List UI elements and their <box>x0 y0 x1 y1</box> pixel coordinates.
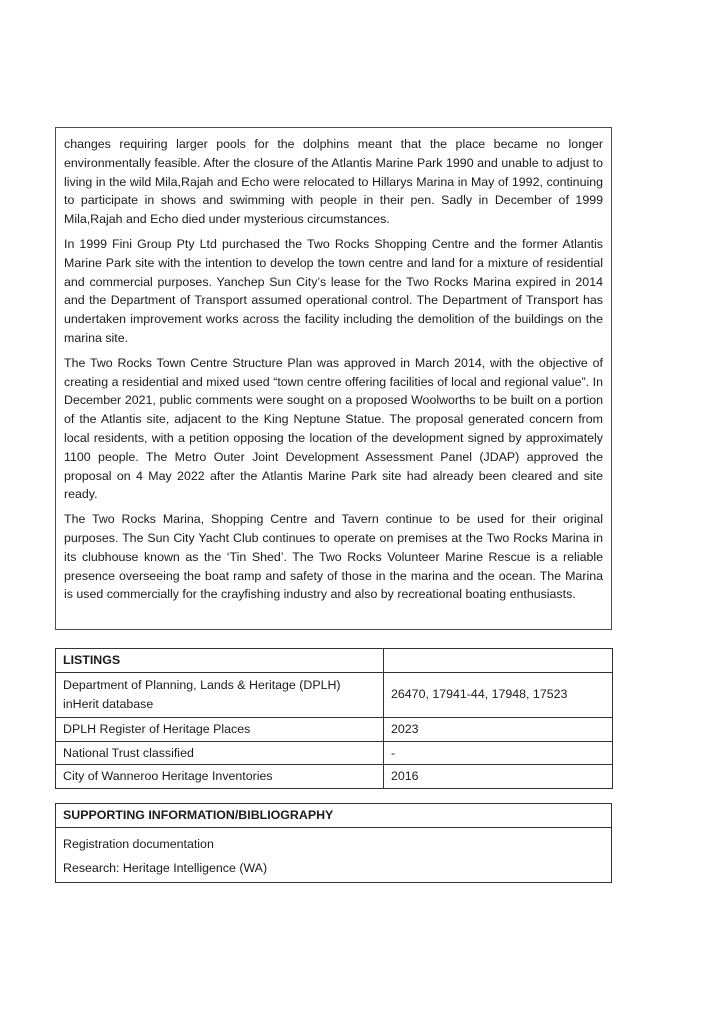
table-row <box>56 741 613 765</box>
bibliography-body-cell <box>56 828 612 883</box>
listing-value-dplh-register: 2023 <box>384 717 613 741</box>
history-paragraph-2: In 1999 Fini Group Pty Ltd purchased the Two Rocks Shopping Centre and the former Atlantis Marine Park site with the intention to develop the town centre and land for a mixture of residential and commercial purposes. Yanchep Sun City’s lease for the Two Rocks Marina expired in 2014 and the Department of Transport assumed operational control. The Department of Transport has undertaken improvement works across the facility including the demolition of the buildings on the marina site. <box>64 236 603 345</box>
listings-header-row <box>56 649 613 673</box>
bibliography-line-2: Research: Heritage Intelligence (WA) <box>63 861 268 875</box>
bibliography-header-label: SUPPORTING INFORMATION/BIBLIOGRAPHY <box>56 804 612 828</box>
listings-header-label: LISTINGS <box>56 649 384 673</box>
listing-label-dplh-register: DPLH Register of Heritage Places <box>56 717 384 741</box>
bibliography-table <box>55 803 612 883</box>
listing-value-dplh-inherit: 26470, 17941-44, 17948, 17523 <box>384 672 613 717</box>
listings-header-value <box>384 649 613 673</box>
listing-label-dplh-inherit: Department of Planning, Lands & Heritage (DPLH) inHerit database <box>56 672 384 717</box>
bibliography-line-1: Registration documentation <box>63 837 214 851</box>
listings-table <box>55 648 613 789</box>
table-row <box>56 765 613 789</box>
bibliography-header-row <box>56 804 612 828</box>
table-row <box>56 828 612 883</box>
table-row <box>56 717 613 741</box>
listing-value-wanneroo: 2016 <box>384 765 613 789</box>
history-text-box <box>55 127 612 630</box>
history-paragraph-3: The Two Rocks Town Centre Structure Plan was approved in March 2014, with the objective of creating a residential and mixed used “town centre offering facilities of local and regional value”. In December 2021, public comments were sought on a proposed Woolworths to be built on a portion of the Atlantis site, adjacent to the King Neptune Statue. The proposal generated concern from local residents, with a petition opposing the location of the development signed by approximately 1100 people. The Metro Outer Joint Development Assessment Panel (JDAP) approved the proposal on 4 May 2022 after the Atlantis Marine Park site had already been cleared and site ready. <box>64 355 603 502</box>
listing-label-wanneroo: City of Wanneroo Heritage Inventories <box>56 765 384 789</box>
history-paragraph-4: The Two Rocks Marina, Shopping Centre and Tavern continue to be used for their original purposes. The Sun City Yacht Club continues to operate on premises at the Two Rocks Marina in its clubhouse known as the ‘Tin Shed’. The Two Rocks Volunteer Marine Rescue is a reliable presence overseeing the boat ramp and safety of those in the marina and the ocean. The Marina is used commercially for the crayfishing industry and also by recreational boating enthusiasts. <box>64 512 603 602</box>
history-paragraph-1: changes requiring larger pools for the dolphins meant that the place became no longer environmentally feasible. After the closure of the Atlantis Marine Park 1990 and unable to adjust to living in the wild Mila,Rajah and Echo were relocated to Hillarys Marina in May of 1992, continuing to participate in shows and swimming with people in their pen. Sadly in December of 1999 Mila,Rajah and Echo died under mysterious circumstances. <box>64 137 603 227</box>
listing-label-national-trust: National Trust classified <box>56 741 384 765</box>
table-row <box>56 672 613 717</box>
listing-value-national-trust: - <box>384 741 613 765</box>
